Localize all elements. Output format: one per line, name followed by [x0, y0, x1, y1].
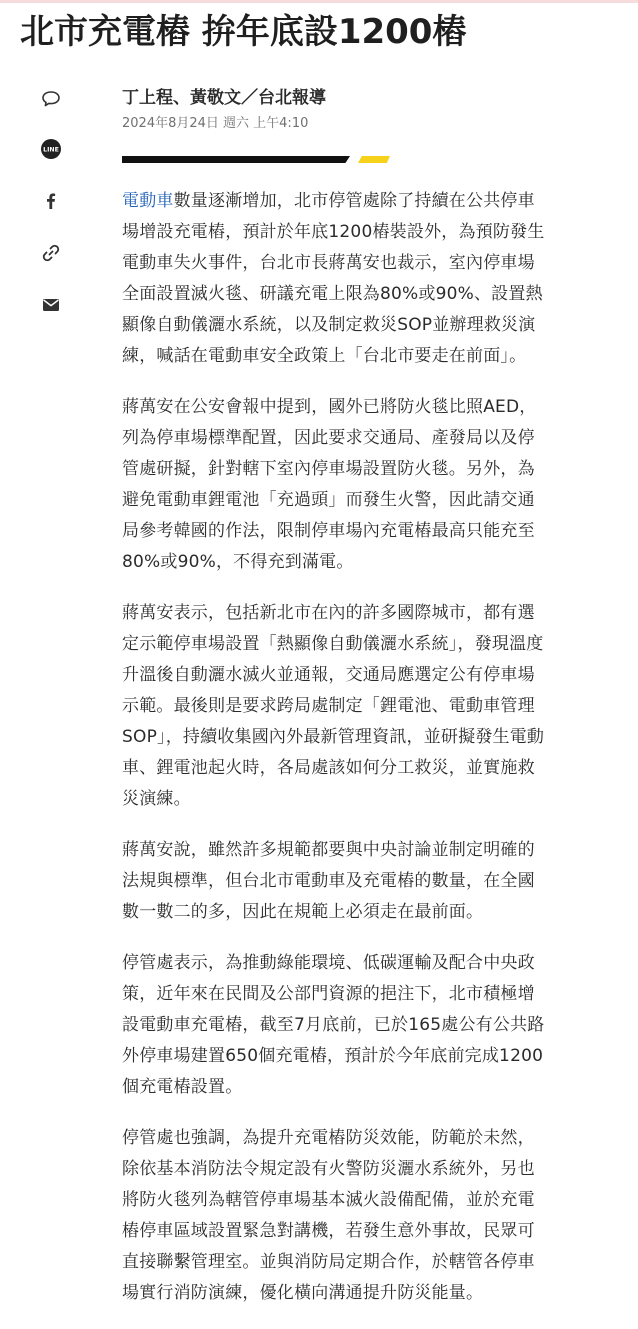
paragraph-line: 顯像自動儀灑水系統，以及制定救災SOP並辦理救災演	[122, 315, 536, 335]
paragraph-line: 將防火毯列為轄管停車場基本滅火設備配備，並於充電	[122, 1190, 535, 1210]
paragraph-line: 定示範停車場設置「熱顯像自動儀灑水系統」，發現溫度	[122, 634, 544, 654]
top-accent-line	[0, 0, 638, 3]
paragraph-line: 法規與標準，但台北市電動車及充電樁的數量，在全國	[122, 871, 535, 891]
paragraph-line	[122, 186, 552, 217]
paragraph-line: 場實行消防演練，優化橫向溝通提升防災能量。	[122, 1283, 484, 1303]
paragraph-line: 數一數二的多，因此在規範上必須走在最前面。	[122, 902, 484, 922]
paragraph-line: 直接聯繫管理室。並與消防局定期合作，於轄管各停車	[122, 1252, 535, 1272]
paragraph-line: 設電動車充電樁，截至7月底前，已於165處公有公共路	[122, 1015, 545, 1035]
article-body	[122, 186, 552, 1329]
envelope-icon	[40, 294, 62, 316]
paragraph-line: 升溫後自動灑水滅火並通報，交通局應選定公有停車場	[122, 665, 535, 685]
paragraph-line: SOP」，持續收集國內外最新管理資訊，並研擬發生電動	[122, 727, 545, 747]
paragraph-line: 策，近年來在民間及公部門資源的挹注下，北市積極增	[122, 984, 535, 1004]
paragraph-line: 管處研擬，針對轄下室內停車場設置防火毯。另外，為	[122, 459, 535, 479]
paragraph-line: 場增設充電樁，預計於年底1200樁裝設外，為預防發生	[122, 222, 545, 242]
paragraph	[122, 392, 552, 578]
keyword-link[interactable]: 電動車	[122, 191, 174, 211]
link-icon	[40, 242, 62, 264]
paragraph-line: 列為停車場標準配置，因此要求交通局、產發局以及停	[122, 428, 535, 448]
email-share-button[interactable]	[36, 290, 66, 320]
paragraph-line: 樁停車區域設置緊急對講機，若發生意外事故，民眾可	[122, 1221, 535, 1241]
paragraph-line: 全面設置滅火毯、研議充電上限為80%或90%、設置熱	[122, 284, 543, 304]
paragraph	[122, 948, 552, 1103]
paragraph-line: 練，喊話在電動車安全政策上「台北市要走在前面」。	[122, 346, 527, 366]
comment-icon	[40, 88, 62, 110]
facebook-share-button[interactable]	[36, 186, 66, 216]
paragraph-line: 電動車失火事件，台北市長蔣萬安也裁示，室內停車場	[122, 253, 535, 273]
paragraph-line: 蔣萬安在公安會報中提到，國外已將防火毯比照AED，	[122, 397, 537, 417]
divider-accent	[358, 156, 390, 163]
paragraph-line: 80%或90%，不得充到滿電。	[122, 552, 354, 572]
paragraph-line: 停管處表示，為推動綠能環境、低碳運輸及配合中央政	[122, 953, 535, 973]
paragraph-line: 示範。最後則是要求跨局處制定「鋰電池、電動車管理	[122, 696, 535, 716]
divider-bar	[122, 156, 350, 163]
copy-link-button[interactable]	[36, 238, 66, 268]
paragraph-line: 局參考韓國的作法，限制停車場內充電樁最高只能充至	[122, 521, 535, 541]
article-headline: 北市充電樁 拚年底設1200樁	[20, 12, 467, 52]
paragraph-line: 蔣萬安表示，包括新北市在內的許多國際城市，都有選	[122, 603, 535, 623]
paragraph-line: 蔣萬安說，雖然許多規範都要與中央討論並制定明確的	[122, 840, 535, 860]
publish-date: 2024年8月24日 週六 上午4:10	[122, 116, 309, 131]
paragraph	[122, 1123, 552, 1309]
paragraph-line: 除依基本消防法令規定設有火警防災灑水系統外，另也	[122, 1159, 535, 1179]
comment-button[interactable]	[36, 84, 66, 114]
paragraph	[122, 186, 552, 372]
paragraph-line: 車、鋰電池起火時，各局處該如何分工救災，並實施救	[122, 758, 535, 778]
paragraph-line: 外停車場建置650個充電樁，預計於今年底前完成1200	[122, 1046, 544, 1066]
line-icon	[40, 138, 62, 160]
paragraph	[122, 835, 552, 928]
paragraph-line: 災演練。	[122, 789, 191, 809]
line-text: 數量逐漸增加，北市停管處除了持續在公共停車	[173, 191, 535, 211]
paragraph-line: 停管處也強調，為提升充電樁防災效能，防範於未然，	[122, 1128, 535, 1148]
line-share-button[interactable]	[36, 134, 66, 164]
line-icon-label: LINE	[43, 146, 59, 154]
paragraph-line: 避免電動車鋰電池「充過頭」而發生火警，因此請交通	[122, 490, 535, 510]
paragraph-line: 個充電樁設置。	[122, 1077, 243, 1097]
author-byline: 丁上程、黃敬文／台北報導	[122, 88, 326, 108]
facebook-icon	[40, 190, 62, 212]
paragraph	[122, 598, 552, 815]
